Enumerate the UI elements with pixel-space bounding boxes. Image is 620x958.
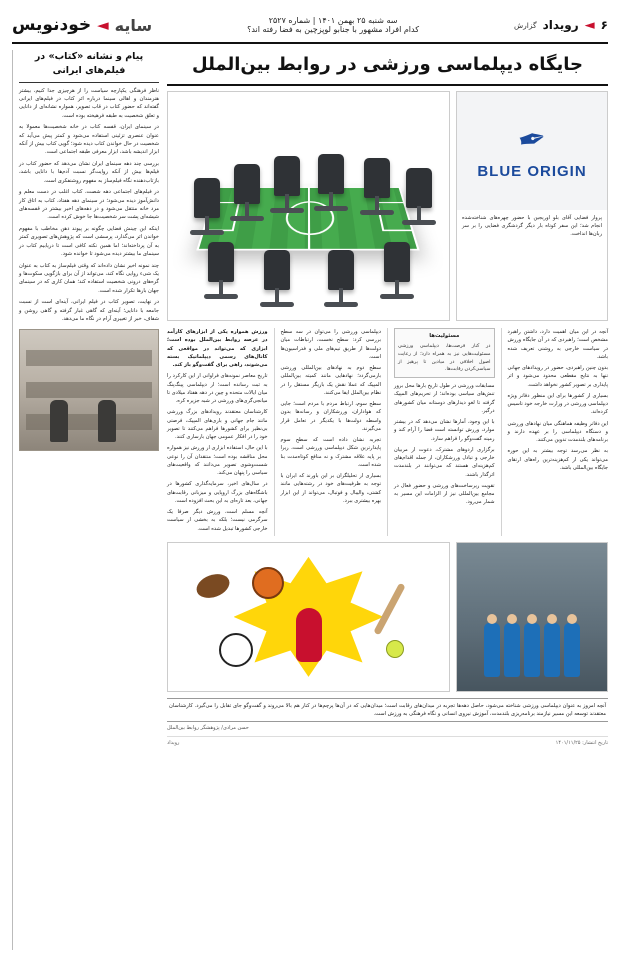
player-figure [544,623,560,677]
paragraph: در نهایت، تصویر کتاب در فیلم ایرانی، آینه‌ای است از نسبت جامعه با دانایی؛ آینه‌ای که گاهی غبار گرفته و گاهی روشن و شفاف، خبر از تغییری آرام در نگاه ما می‌دهد. [19,299,159,323]
ad-caption: پرواز فضایی آقای بلو اوریجین با حضور چهره‌های شناخته‌شده انجام شد؛ این سفر کوتاه بار دیگر گردشگری فضایی را بر سر زبان‌ها انداخت. [462,215,602,238]
tab-report[interactable]: گزارش [514,20,537,30]
team-photo [456,542,608,692]
paragraph: در سینمای ایران، قفسه کتاب در خانه شخصیت‌ها معمولا به عنوان عنصری تزئینی استفاده می‌شود و کمتر پیش می‌آید که شخصیت در حال خواندن کتاب دیده شود؛ گویی کتاب بیش از آنکه ابزار اندیشه باشد، ابزار معرفی طبقه اجتماعی است. [19,124,159,156]
hero-row [167,91,608,321]
paragraph: بسیاری از کشورها برای این منظور دفاتر ویژه دیپلماسی ورزشی در وزارت خارجه خود تاسیس کرده‌اند. [507,392,608,416]
article-column-2 [281,328,382,536]
paragraph: تقویت زیرساخت‌های ورزشی و حضور فعال در مجامع بین‌المللی نیز از الزامات این مسیر به شمار می‌رود. [394,482,495,506]
brand-flag-icon: ◄ [97,16,109,34]
sidebar-note-title: مسئولیت‌ها [429,333,460,340]
person-figure [50,400,68,442]
paragraph: به نظر می‌رسد توجه بیشتر به این حوزه می‌تواند یکی از کم‌هزینه‌ترین راه‌های ارتقای جایگاه بین‌المللی باشد. [507,448,608,471]
masthead-brand [12,15,152,35]
article-columns [167,328,608,536]
issue-line: سه شنبه ۲۵ بهمن ۱۴۰۱ | شماره ۲۵۲۷ [268,16,398,25]
main-article [167,50,608,950]
opinion-body [19,87,159,324]
bookshelf-row [26,350,152,366]
chair-icon [234,164,260,204]
section-label: رویداد [542,18,579,32]
paragraph: بررسی چند دهه سینمای ایران نشان می‌دهد که حضور کتاب در فیلم‌ها بیش از آنکه روایت‌گر نسبت آدم‌ها با دانایی باشد، بازتاب‌دهنده نگاه فیلم‌ساز به مفهوم روشنفکری است. [19,160,159,184]
team-players-group [457,623,607,677]
person-figure [98,400,116,442]
chair-icon [364,158,390,198]
column-divider [274,328,275,536]
chair-icon [194,178,220,218]
player-figure [504,623,520,677]
bookshelf-row [26,414,152,430]
player-figure [484,623,500,677]
caption-text: آنچه امروز به عنوان دیپلماسی ورزشی شناخته می‌شود، حاصل دهه‌ها تجربه در میدان‌های رقابت است؛ میدان‌هایی که در آن‌ها پرچم‌ها در کنار هم بالا می‌روند و گفت‌وگو جای تقابل را می‌گیرد. کارشناسان معتقدند توسعه این مسیر نیازمند برنامه‌ریزی بلندمدت، آموزش نیروی انسانی و نگاه فرهنگی به ورزش است. [169,702,606,718]
article-column-4 [508,328,609,536]
paragraph: برگزاری اردوهای مشترک، دعوت از مربیان خارجی و تبادل ورزشکاران، از جمله اقدام‌های کم‌هزینه‌ای هستند که می‌توانند در بلندمدت اثرگذار باشند. [394,446,495,478]
paragraph: با این وجود، آمارها نشان می‌دهد که در بیشتر موارد، ورزش توانسته است فضا را آرام کند و زمینه گفت‌وگو را فراهم سازد. [394,419,495,442]
chair-icon [264,250,290,290]
masthead-section [514,18,608,33]
chair-icon [328,250,354,290]
bat-icon [373,583,405,636]
column-divider [387,328,388,536]
paragraph: تجربه نشان داده است که سطح سوم پایدارترین شکل دیپلماسی ورزشی است، زیرا بر پایه علاقه مشترک و نه منافع کوتاه‌مدت بنا شده است. [280,437,381,468]
paragraph: دیپلماسی ورزشی را می‌توان در سه سطح بررسی کرد: سطح نخست، ارتباطات میان دولت‌ها از طریق تیم‌های ملی و فدراسیون‌ها است. [280,329,381,360]
side-brand: سایه [114,15,153,35]
bottom-media-row [167,542,608,692]
chair-icon [318,154,344,194]
opinion-column [12,50,159,950]
paragraph: در سال‌های اخیر، سرمایه‌گذاری کشورها در باشگاه‌های بزرگ اروپایی و میزبانی رقابت‌های جهانی، بعد تازه‌ای به این بحث افزوده است. [167,481,268,504]
ad-block [456,91,608,321]
ad-brand-text: BLUE ORIGIN [477,162,587,180]
masthead [12,10,608,44]
publish-date: تاریخ انتشار: ۱۴۰۱/۱۱/۲۵ [555,740,608,747]
opinion-photo [19,329,159,451]
opinion-title: پیام و نشانه «کتاب» در فیلم‌های ایرانی [19,50,159,83]
sports-collage [167,542,450,692]
player-figure [524,623,540,677]
paragraph: با این حال، استفاده ابزاری از ورزش نیز همواره محل مناقشه بوده است؛ منتقدان آن را نوعی شست‌وشوی تصویر می‌دانند که واقعیت‌های سیاسی را پنهان می‌کند. [166,445,268,477]
paragraph: آنچه در این میان اهمیت دارد، داشتن راهبرد مشخص است؛ راهبردی که در آن جایگاه ورزش در سیاست خارجی به روشنی تعریف شده باشد. [507,329,608,360]
ad-logo [457,92,607,210]
page-title: جایگاه دیپلماسی ورزشی در روابط بین‌الملل [192,54,583,75]
footer-section: رویداد [167,740,180,747]
chair-icon [274,156,300,196]
microphone-icon [296,608,322,662]
author-credit: حسن مرادی/ پژوهشگر روابط بین‌الملل [167,725,249,732]
paragraph: تاریخ معاصر نمونه‌های فراوانی از این کارکرد را به ثبت رسانده است؛ از دیپلماسی پینگ‌پنگ میان ایالات متحده و چین در دهه هفتاد میلادی تا میانجی‌گری‌های ورزشی در شبه جزیره کره. [167,373,268,405]
paragraph: ورزش همواره یکی از ابزارهای کارآمد در عرصه روابط بین‌الملل بوده است؛ ابزاری که می‌تواند در مواقعی که کانال‌های رسمی دیپلماتیک بسته می‌شوند، راهی برای گفت‌وگو باز کند. [167,329,268,369]
paragraph: کارشناسان معتقدند رویدادهای بزرگ ورزشی مانند جام جهانی و بازی‌های المپیک، فرصتی بی‌نظیر برای کشورها فراهم می‌کنند تا تصویر خود را در افکار عمومی جهان بازسازی کنند. [167,409,268,441]
bookshelf-row [26,382,152,398]
divider [167,84,608,86]
paragraph: بسیاری از تحلیلگران بر این باورند که ایران با توجه به ظرفیت‌های خود در رشته‌هایی مانند کشتی، والیبال و فوتبال، می‌تواند از این ابزار بهره بیشتری ببرد. [280,473,381,504]
paragraph: ناظر فرهنگی یکپارچه سیاست را از هرچیزی جدا کنیم، بیشتر هنرمندان و اهالی سینما درباره اثر کتاب در فیلم‌های ایرانی گفته‌اند که حضور کتاب در قاب تصویر، همواره نشانه‌ای از دانایی و تعلق شخصیت به طبقه فرهیخته بوده است. [19,87,159,119]
paragraph: اینکه این چینش فضایی چگونه بر پیوند ذهن مخاطب با مفهوم خواندن اثر می‌گذارد، پرسشی است که پژوهش‌های تصویری کمتر به آن پرداخته‌اند؛ اما همین نکته کافی است تا دریابیم کتاب در سینمای ما بیشتر دیده می‌شود تا خوانده شود. [19,225,159,258]
tennis-ball-icon [386,640,404,658]
paragraph: چند نمونه اخیر نشان داده‌اند که وقتی فیلم‌ساز به کتاب به عنوان یک شیء روایی نگاه کند، می‌تواند از آن برای بازگویی سکوت‌ها و گره‌های درونی شخصیت استفاده کند؛ همان کاری که در سینمای جهان بارها تکرار شده است. [19,262,159,294]
paragraph: مسابقات ورزشی در طول تاریخ بارها محل بروز تنش‌های سیاسی بوده‌اند؛ از تحریم‌های المپیک گرفته تا لغو دیدارهای دوستانه میان کشورهای درگیر. [394,383,495,414]
article-column-1 [167,328,268,536]
column-divider [501,328,502,536]
paragraph: بدون چنین راهبردی، حضور در رویدادهای جهانی تنها به نتایج مقطعی محدود می‌شود و اثر پایداری بر تصویر کشور نخواهد داشت. [507,365,608,388]
chair-icon [208,242,234,282]
basketball-icon [252,567,284,599]
paragraph: آنچه مسلم است، ورزش دیگر صرفا یک سرگرمی نیست؛ بلکه به بخشی از سیاست خارجی کشورها تبدیل شده است. [167,509,268,532]
chair-icon [384,242,410,282]
soccer-ball-icon [219,633,253,667]
sidebar-note-body: در کنار فرصت‌ها، دیپلماسی ورزشی مسئولیت‌هایی نیز به همراه دارد؛ از رعایت اصول اخلاقی در میادین تا پرهیز از سیاسی‌کردن رقابت‌ها. [398,342,491,373]
page-number: ۶ [600,18,608,32]
feather-icon: ✒ [513,117,551,163]
player-figure [564,623,580,677]
masthead-center [247,16,419,34]
chair-icon [406,168,432,208]
brand-title: خودنویس [12,15,92,35]
paragraph: این دفاتر وظیفه هماهنگی میان نهادهای ورزشی و دستگاه دیپلماسی را بر عهده دارند و برنامه‌های بلندمدت تدوین می‌کنند. [507,420,608,444]
sidebar-note [394,328,495,378]
hero-illustration [167,91,450,321]
article-column-3 [394,328,495,536]
paragraph: سطح سوم، ارتباط مردم با مردم است؛ جایی که هواداران، ورزشکاران و رسانه‌ها بدون واسطه دولت‌ها با یکدیگر در تعامل قرار می‌گیرند. [280,401,381,432]
caption-box [167,698,608,723]
paragraph: در فیلم‌های اجتماعی دهه شصت، کتاب اغلب در دست معلم و دانش‌آموز دیده می‌شود؛ در سینمای دهه هفتاد، کتاب به اتاق کار مرد خانه منتقل می‌شود و در دهه‌های اخیر بیشتر در قفسه‌های شیشه‌ای پشت سر شخصیت‌ها جا خوش کرده است. [19,189,159,221]
paragraph: سطح دوم به نهادهای بین‌المللی ورزشی بازمی‌گردد؛ نهادهایی مانند کمیته بین‌المللی المپیک که عملا نقش یک بازیگر مستقل را در نظام بین‌الملل ایفا می‌کنند. [280,365,381,396]
footer [167,736,608,746]
flag-icon: ◄ [584,17,595,33]
football-icon [193,570,232,602]
page-body [12,50,608,950]
teaser-line: کدام افراد مشهور با جنابو لوپزچین به فضا رفته اند؟ [247,25,420,34]
